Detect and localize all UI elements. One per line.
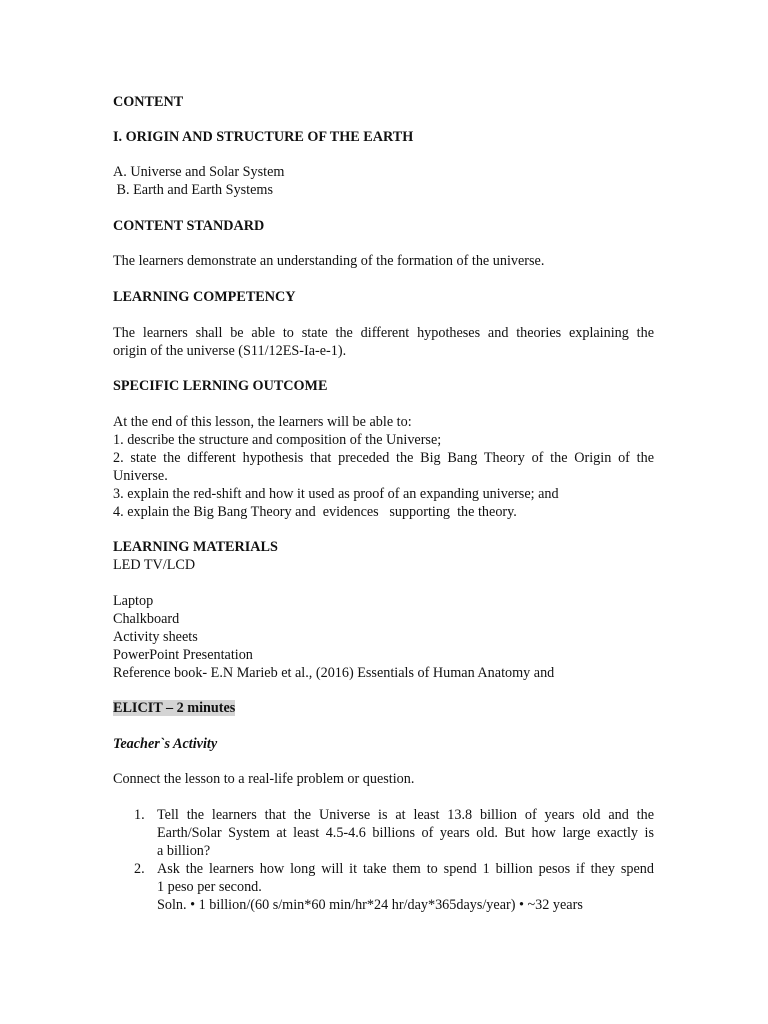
material-chalkboard: Chalkboard <box>113 611 180 627</box>
learning-competency-line-1: The learners shall be able to state the different hypotheses and theories explaining the <box>113 325 654 341</box>
teacher-activity-heading: Teacher`s Activity <box>113 736 218 752</box>
topic-b: B. Earth and Earth Systems <box>113 182 273 198</box>
elicit-item-1-line-2: Earth/Solar System at least 4.5-4.6 billions of years old. But how large exactly is <box>157 825 654 841</box>
topic-a: A. Universe and Solar System <box>113 164 285 180</box>
content-standard-heading: CONTENT STANDARD <box>113 218 265 234</box>
learning-competency-heading: LEARNING COMPETENCY <box>113 289 296 305</box>
learning-competency-line-2: origin of the universe (S11/12ES-Ia-e-1). <box>113 343 347 359</box>
learning-materials-heading: LEARNING MATERIALS <box>113 539 278 555</box>
material-reference-book: Reference book- E.N Marieb et al., (2016) Essentials of Human Anatomy and <box>113 665 555 681</box>
material-laptop: Laptop <box>113 593 154 609</box>
elicit-item-2-line-3: Soln. • 1 billion/(60 s/min*60 min/hr*24 hr/day*365days/year) • ~32 years <box>157 897 583 913</box>
outcome-3: 3. explain the red-shift and how it used as proof of an expanding universe; and <box>113 486 559 502</box>
elicit-heading: ELICIT – 2 minutes <box>113 700 236 716</box>
elicit-item-2-line-2: 1 peso per second. <box>157 879 262 895</box>
material-led-tv: LED TV/LCD <box>113 557 196 573</box>
content-standard-text: The learners demonstrate an understanding of the formation of the universe. <box>113 253 545 269</box>
content-heading: CONTENT <box>113 94 184 110</box>
specific-outcome-heading: SPECIFIC LERNING OUTCOME <box>113 378 328 394</box>
outcome-1: 1. describe the structure and composition of the Universe; <box>113 432 442 448</box>
outcome-2-line-2: Universe. <box>113 468 168 484</box>
outcome-2-line-1: 2. state the different hypothesis that preceded the Big Bang Theory of the Origin of the <box>113 450 654 466</box>
specific-outcome-intro: At the end of this lesson, the learners will be able to: <box>113 414 412 430</box>
elicit-item-1-line-3: a billion? <box>157 843 211 859</box>
elicit-intro: Connect the lesson to a real-life problem or question. <box>113 771 415 787</box>
list-number-1: 1. <box>134 807 145 823</box>
outcome-4: 4. explain the Big Bang Theory and evidences supporting the theory. <box>113 504 517 520</box>
material-activity-sheets: Activity sheets <box>113 629 198 645</box>
elicit-item-2-line-1: Ask the learners how long will it take them to spend 1 billion pesos if they spend <box>157 861 654 877</box>
list-number-2: 2. <box>134 861 145 877</box>
material-powerpoint: PowerPoint Presentation <box>113 647 253 663</box>
elicit-item-1-line-1: Tell the learners that the Universe is at least 13.8 billion of years old and the <box>157 807 654 823</box>
section-title: I. ORIGIN AND STRUCTURE OF THE EARTH <box>113 129 414 145</box>
elicit-heading-wrap <box>113 700 235 717</box>
